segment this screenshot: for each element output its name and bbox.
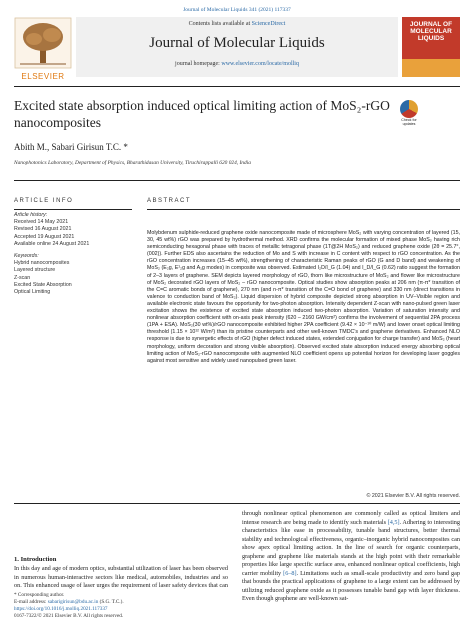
journal-name: Journal of Molecular Liquids bbox=[149, 35, 325, 51]
abstract-text: Molybdenum sulphide-reduced graphene oxide nanocomposite made of microsphere MoS₂ with varying concentration of layered (15, 30, 45 wt%) rGO was prepared by hydrothermal method. XRD confirms the molecular formation of mixed phase MoS₂ having rich semiconducting hexagonal phase with traces of metallic tetragonal phase (1T@2H MoS₂) and reduced graphene oxide (2θ = 25.7°, (002)). Further EDS also ascertains the reduction of Mo and S with increase in C content with respect to rGO concentration. As the rGO concentration increases (15–45 wt%), strengthening of characteristic Raman peaks of rGO (G and D band) and weakening of MoS₂ (E₂g, E¹₂g and A₁g modes) in composite was observed. Estimated I₂D/I_G (1.04) and I_D/I_G (0.62) ratio suggest the formation of 2–3 layers of graphene. SEM depicts layered morphology of rGO, thorn like microstructure of MoS₂ and flower like microstructure of MoS₂ decorated rGO layers of MoS₂ – rGO nanocomposite. Optical studies show absorption peaks at 206 nm (π-π* transition of the C=C aromatic bonds of graphene), 270 nm (and n-π* transition of the C=O bond of graphene) and 330 nm (direct transitions in valence to conduction band of MoS₂). Liquid dispersion of hybrid composite depicted strong absorption in UV–Visible region and available electronic state favours the opportunity for two-photon absorption. Intensity dependent Z-scan with nano-pulsed green laser excitation shows the existence of excited state absorption induced two-photon absorption. Variation of saturation intensity and nonlinear absorption coefficient with on-axis peak intensity (620 – 2160 GW/cm²) confirms the involvement of sequential 2PA process (1PA + ESA). MoS₂(30 wt%)/rGO nanocomposite exhibited higher 2PA coefficient (9.42 × 10⁻¹⁰ m/W) and lower onset optical limiting threshold (1.15 × 10¹² W/m²) than its pristine counterparts and other well-known TMDC's and graphene derivatives. Enhanced NLO response is due to synergetic effects of rGO (higher defect induced states, extended conjugation for charge transfer) and MoS₂ (heart morphology, uniform decoration and strong visible absorption). Observed excited state absorption induced energy absorbing optical limiting action of MoS₂-rGO nanocomposite with augmented NLO coefficient opens up potential horizon for developing laser goggles against most sensitive and widely used nanopulsed green laser. bbox=[147, 230, 460, 364]
keyword: Excited State Absorption bbox=[14, 281, 72, 288]
journal-info-panel bbox=[76, 17, 398, 77]
section-heading-introduction: 1. Introduction bbox=[14, 556, 57, 563]
intro-right-text: through nonlinear optical phenomenon are commonly called as optical limiters and intense research are being made to identify such materials bbox=[242, 510, 460, 526]
citation-link[interactable]: [4,5] bbox=[387, 518, 400, 526]
contents-line bbox=[76, 21, 398, 27]
intro-right-mid: . Adhering to interesting characteristics like ease in processability, tunable band structures, better thermal stability and technological effectiveness, organic–inorganic hybrid nanocomposites can show apex optical limiting action. In the line of search for organic counterparts, graphene and graphene like materials stands at the high point with their remarkable properties like large specific surface area, enhanced nonlinear optical coefficients, high carrier mobility bbox=[242, 518, 460, 577]
history-label: Article history: bbox=[14, 212, 48, 218]
badge-label: Check for updates bbox=[401, 118, 417, 126]
affiliation-divider bbox=[14, 180, 460, 181]
homepage-link[interactable]: www.elsevier.com/locate/molliq bbox=[221, 61, 299, 67]
email-prefix: E-mail address: bbox=[14, 599, 48, 605]
journal-reference[interactable]: Journal of Molecular Liquids 341 (2021) 117337 bbox=[183, 7, 291, 13]
header-divider bbox=[14, 86, 460, 87]
history-item: Accepted 19 August 2021 bbox=[14, 233, 75, 240]
check-for-updates-badge[interactable] bbox=[398, 100, 420, 126]
issn-line: 0167-7322/© 2021 Elsevier B.V. All rights reserved. bbox=[14, 613, 124, 619]
sciencedirect-link[interactable]: ScienceDirect bbox=[251, 21, 286, 27]
elsevier-tree-icon bbox=[14, 17, 72, 69]
abstract-end-divider bbox=[14, 503, 460, 504]
history-item: Received 14 May 2021 bbox=[14, 219, 69, 226]
keyword: Layered structure bbox=[14, 267, 56, 274]
cover-title: JOURNAL OF MOLECULAR LIQUIDS bbox=[409, 21, 453, 42]
info-divider bbox=[14, 209, 132, 210]
check-updates-icon bbox=[400, 100, 418, 118]
intro-left-column bbox=[14, 565, 228, 591]
article-info-heading: ARTICLE INFO bbox=[14, 198, 74, 204]
email-suffix: (S.G. T.C.). bbox=[98, 599, 124, 605]
publisher-name: ELSEVIER bbox=[21, 72, 65, 81]
elsevier-logo bbox=[14, 17, 72, 81]
citation-link[interactable]: [6–8] bbox=[283, 569, 297, 577]
intro-right-column bbox=[242, 510, 460, 624]
intro-left-text: In this day and age of modern optics, substantial utilization of laser has been observed in numerous human-interactive sectors like medical, automobiles, industries and so on. This enhanced usage of laser urges the requirement of laser safety devices that can bbox=[14, 565, 228, 589]
intro-right-tail: . Limitations such as small-scale productivity and zero band gap that bounds the practical applications of graphene to a large extent can be addressed by utilizing reduced graphene oxide as it possesses tunable band gap with layer thickness. Even though graphene are well-known sat- bbox=[242, 569, 460, 602]
cover-strip bbox=[402, 59, 460, 77]
email-line bbox=[14, 599, 228, 606]
authors: Abith M., Sabari Girisun T.C. * bbox=[14, 142, 128, 152]
affiliation: Nanophotonics Laboratory, Department of Physics, Bharathidasan University, Tiruchirappalli 620 024, India bbox=[14, 160, 251, 166]
email-link[interactable]: sabarigirisun@bdu.ac.in bbox=[47, 599, 99, 605]
copyright: © 2021 Elsevier B.V. All rights reserved. bbox=[366, 493, 460, 499]
homepage-prefix: journal homepage: bbox=[175, 61, 222, 67]
article-title: Excited state absorption induced optical limiting action of MoS₂-rGO nanocomposites bbox=[14, 98, 390, 130]
corresponding-author-note: * Corresponding author. bbox=[14, 592, 65, 598]
keyword: Hybrid nanocomposites bbox=[14, 260, 70, 267]
footnote bbox=[14, 592, 228, 620]
abstract-heading: ABSTRACT bbox=[147, 198, 192, 204]
journal-cover bbox=[402, 17, 460, 77]
doi-link[interactable]: https://doi.org/10.1016/j.molliq.2021.117337 bbox=[14, 606, 108, 612]
journal-homepage-line bbox=[76, 61, 398, 67]
history-item: Revised 16 August 2021 bbox=[14, 226, 72, 233]
keywords-label: Keywords: bbox=[14, 253, 39, 260]
keyword: Optical Limiting bbox=[14, 289, 51, 296]
article-info bbox=[14, 212, 132, 296]
contents-prefix: Contents lists available at bbox=[188, 21, 252, 27]
abstract-divider bbox=[147, 209, 460, 210]
journal-header bbox=[14, 17, 460, 81]
history-item: Available online 24 August 2021 bbox=[14, 240, 90, 247]
keyword: Z-scan bbox=[14, 274, 31, 281]
